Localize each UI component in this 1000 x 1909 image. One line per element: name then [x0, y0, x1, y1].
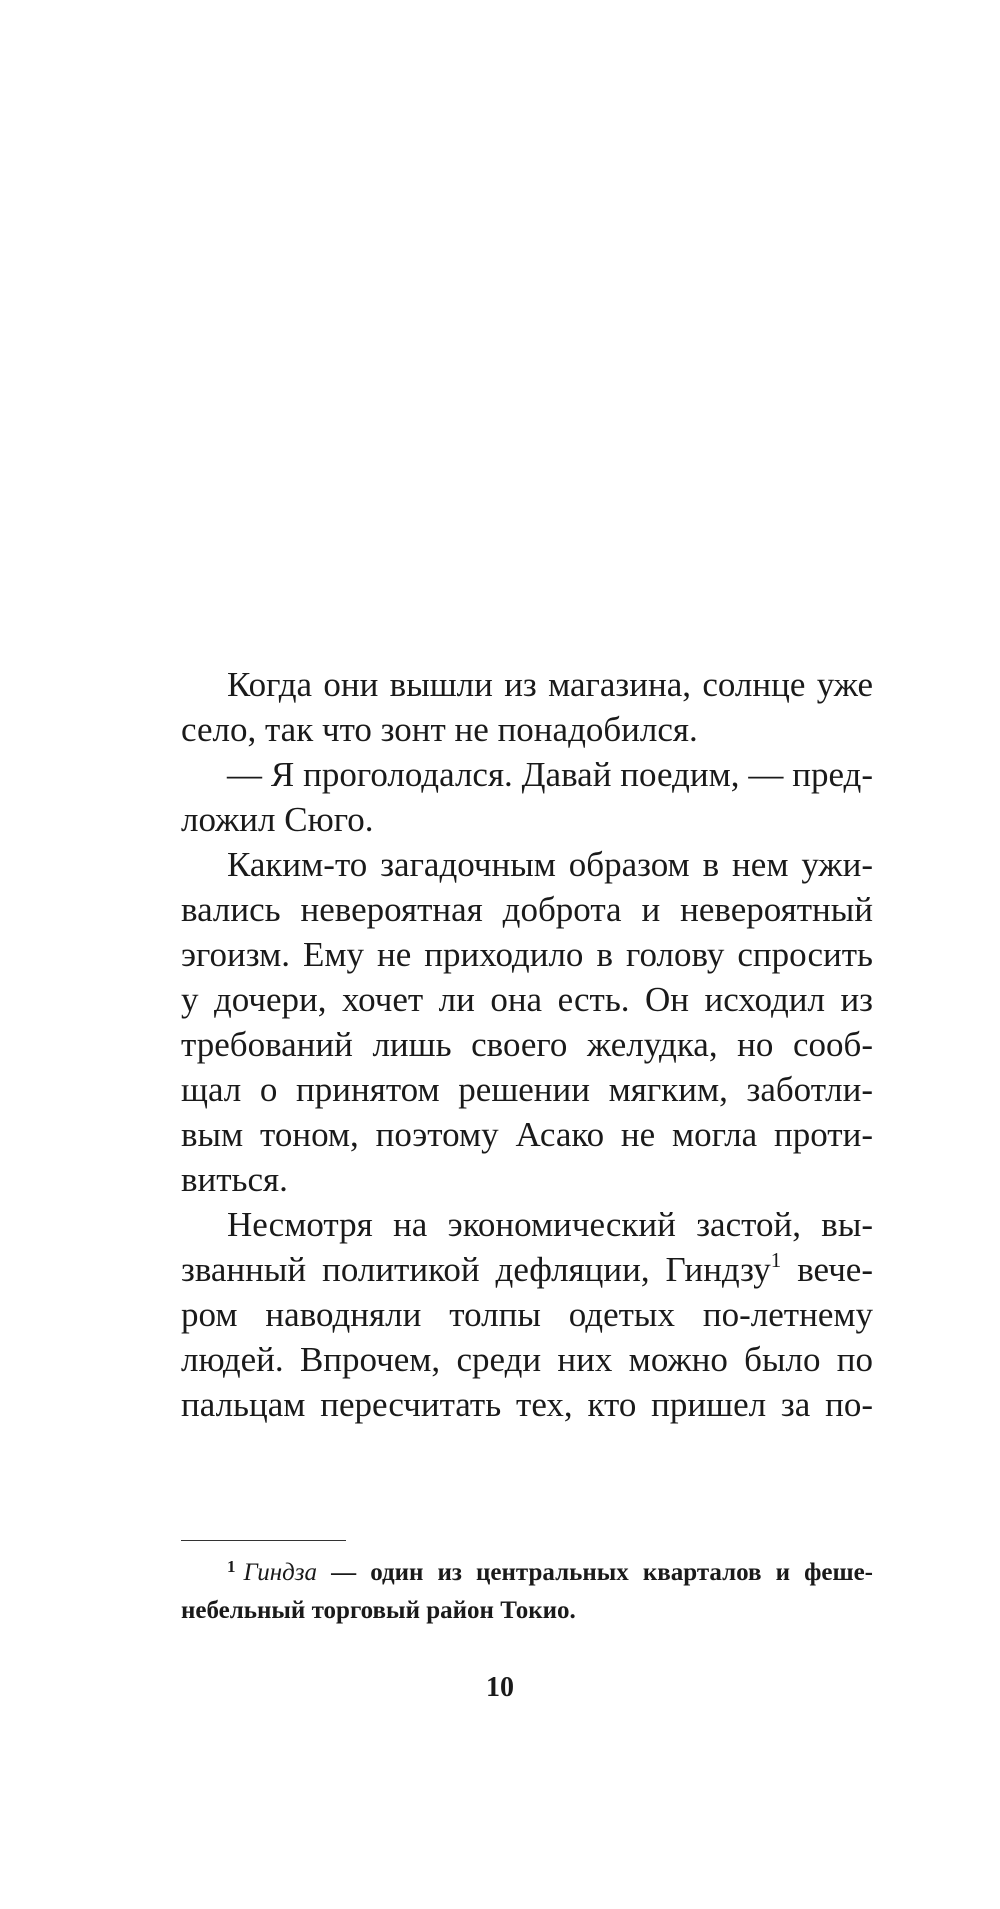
- text-line: эгоизм. Ему не приходило в голову спросить: [181, 935, 873, 974]
- text-line: Несмотря на экономический застой, вы-: [227, 1205, 873, 1244]
- text-segment: вече-: [781, 1250, 873, 1289]
- footnote: [181, 1554, 873, 1630]
- text-line: Когда они вышли из магазина, солнце уже: [227, 665, 873, 704]
- text-line: людей. Впрочем, среди них можно было по: [181, 1340, 873, 1379]
- footnote-marker: 1: [227, 1557, 236, 1576]
- text-line: пальцам пересчитать тех, кто пришел за по-: [181, 1385, 873, 1424]
- footnote-reference: 1: [770, 1248, 782, 1272]
- footnote-term: Гиндза: [243, 1559, 318, 1586]
- footnote-line: [181, 1554, 873, 1592]
- text-line: щал о принятом решении мягким, заботли-: [181, 1070, 873, 1109]
- text-line: у дочери, хочет ли она есть. Он исходил из: [181, 980, 873, 1019]
- body-text: [181, 662, 873, 1427]
- text-line: вым тоном, поэтому Асако не могла проти-: [181, 1115, 873, 1154]
- text-line: село, так что зонт не понадобился.: [181, 710, 698, 749]
- text-line: ложил Сюго.: [181, 800, 374, 839]
- footnote-divider: [181, 1540, 346, 1541]
- page-number: 10: [486, 1672, 514, 1703]
- text-line: виться.: [181, 1160, 288, 1199]
- text-line: [181, 1247, 873, 1292]
- text-line: требований лишь своего желудка, но сооб-: [181, 1025, 873, 1064]
- text-line: Каким-то загадочным образом в нем ужи-: [227, 845, 873, 884]
- footnote-text: — один из центральных кварталов и феше-: [317, 1559, 873, 1586]
- text-line: — Я проголодался. Давай поедим, — пред-: [227, 755, 873, 794]
- text-segment: званный политикой дефляции, Гиндзу: [181, 1250, 771, 1289]
- text-line: вались невероятная доброта и невероятный: [181, 890, 873, 929]
- footnote-line: небельный торговый район Токио.: [181, 1597, 576, 1624]
- text-line: ром наводняли толпы одетых по-летнему: [181, 1295, 873, 1334]
